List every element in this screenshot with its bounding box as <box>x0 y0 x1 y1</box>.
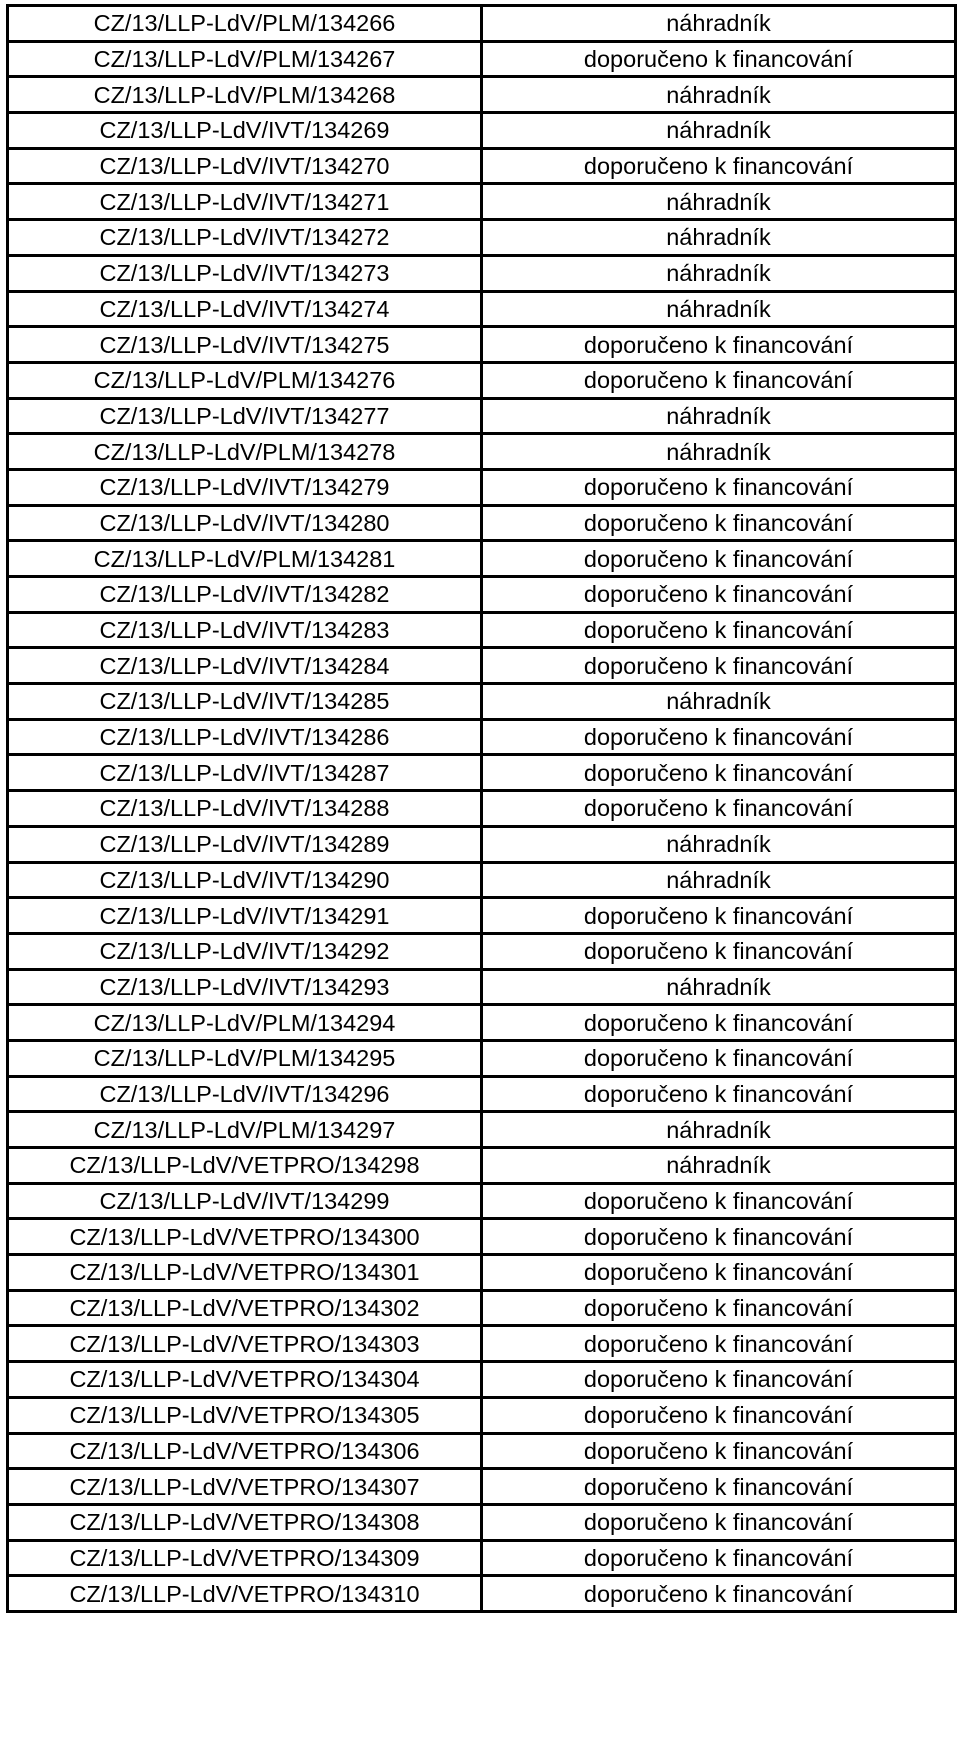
status-cell: doporučeno k financování <box>482 719 956 755</box>
project-id-cell: CZ/13/LLP-LdV/PLM/134267 <box>8 41 482 77</box>
project-id-cell: CZ/13/LLP-LdV/PLM/134295 <box>8 1040 482 1076</box>
project-id-cell: CZ/13/LLP-LdV/IVT/134296 <box>8 1076 482 1112</box>
project-id-cell: CZ/13/LLP-LdV/IVT/134271 <box>8 184 482 220</box>
status-cell: doporučeno k financování <box>482 148 956 184</box>
table-row <box>8 684 956 720</box>
project-id-cell: CZ/13/LLP-LdV/IVT/134291 <box>8 898 482 934</box>
project-id-cell: CZ/13/LLP-LdV/VETPRO/134302 <box>8 1290 482 1326</box>
table-row <box>8 184 956 220</box>
project-id-cell: CZ/13/LLP-LdV/IVT/134285 <box>8 684 482 720</box>
status-cell: doporučeno k financování <box>482 1397 956 1433</box>
status-cell: náhradník <box>482 1148 956 1184</box>
table-row <box>8 434 956 470</box>
table-row <box>8 113 956 149</box>
status-cell: doporučeno k financování <box>482 898 956 934</box>
table-row <box>8 1504 956 1540</box>
project-id-cell: CZ/13/LLP-LdV/IVT/134283 <box>8 612 482 648</box>
table-row <box>8 969 956 1005</box>
project-id-cell: CZ/13/LLP-LdV/IVT/134289 <box>8 826 482 862</box>
project-id-cell: CZ/13/LLP-LdV/IVT/134269 <box>8 113 482 149</box>
project-id-cell: CZ/13/LLP-LdV/VETPRO/134307 <box>8 1469 482 1505</box>
project-id-cell: CZ/13/LLP-LdV/VETPRO/134308 <box>8 1504 482 1540</box>
table-row <box>8 220 956 256</box>
table-row <box>8 1540 956 1576</box>
status-cell: doporučeno k financování <box>482 612 956 648</box>
status-cell: doporučeno k financování <box>482 1540 956 1576</box>
project-id-cell: CZ/13/LLP-LdV/VETPRO/134301 <box>8 1255 482 1291</box>
document-page <box>6 4 954 1613</box>
table-row <box>8 791 956 827</box>
table-row <box>8 577 956 613</box>
table-row <box>8 77 956 113</box>
table-row <box>8 933 956 969</box>
status-cell: náhradník <box>482 684 956 720</box>
project-id-cell: CZ/13/LLP-LdV/PLM/134278 <box>8 434 482 470</box>
project-id-cell: CZ/13/LLP-LdV/VETPRO/134305 <box>8 1397 482 1433</box>
status-cell: doporučeno k financování <box>482 1219 956 1255</box>
table-row <box>8 148 956 184</box>
status-cell: náhradník <box>482 1112 956 1148</box>
status-cell: doporučeno k financování <box>482 469 956 505</box>
table-row <box>8 826 956 862</box>
table-row <box>8 541 956 577</box>
status-cell: doporučeno k financování <box>482 577 956 613</box>
status-cell: doporučeno k financování <box>482 1469 956 1505</box>
status-cell: doporučeno k financování <box>482 1005 956 1041</box>
project-id-cell: CZ/13/LLP-LdV/IVT/134282 <box>8 577 482 613</box>
table-row <box>8 41 956 77</box>
status-cell: doporučeno k financování <box>482 791 956 827</box>
table-row <box>8 1005 956 1041</box>
table-row <box>8 755 956 791</box>
project-id-cell: CZ/13/LLP-LdV/PLM/134297 <box>8 1112 482 1148</box>
project-id-cell: CZ/13/LLP-LdV/PLM/134276 <box>8 362 482 398</box>
status-cell: doporučeno k financování <box>482 1255 956 1291</box>
status-cell: doporučeno k financování <box>482 1362 956 1398</box>
status-cell: náhradník <box>482 220 956 256</box>
status-cell: náhradník <box>482 77 956 113</box>
status-cell: doporučeno k financování <box>482 327 956 363</box>
table-row <box>8 1148 956 1184</box>
status-cell: doporučeno k financování <box>482 1326 956 1362</box>
table-row <box>8 1183 956 1219</box>
project-id-cell: CZ/13/LLP-LdV/PLM/134281 <box>8 541 482 577</box>
project-id-cell: CZ/13/LLP-LdV/IVT/134299 <box>8 1183 482 1219</box>
table-row <box>8 1397 956 1433</box>
status-cell: náhradník <box>482 291 956 327</box>
status-cell: náhradník <box>482 113 956 149</box>
project-id-cell: CZ/13/LLP-LdV/IVT/134279 <box>8 469 482 505</box>
project-id-cell: CZ/13/LLP-LdV/IVT/134277 <box>8 398 482 434</box>
table-row <box>8 291 956 327</box>
table-row <box>8 1112 956 1148</box>
table-row <box>8 1326 956 1362</box>
table-row <box>8 6 956 42</box>
status-cell: doporučeno k financování <box>482 1183 956 1219</box>
project-status-table <box>6 4 957 1613</box>
project-id-cell: CZ/13/LLP-LdV/IVT/134270 <box>8 148 482 184</box>
status-cell: doporučeno k financování <box>482 1504 956 1540</box>
status-cell: doporučeno k financování <box>482 1290 956 1326</box>
project-id-cell: CZ/13/LLP-LdV/VETPRO/134303 <box>8 1326 482 1362</box>
project-id-cell: CZ/13/LLP-LdV/VETPRO/134304 <box>8 1362 482 1398</box>
table-row <box>8 327 956 363</box>
project-id-cell: CZ/13/LLP-LdV/IVT/134273 <box>8 255 482 291</box>
table-row <box>8 1433 956 1469</box>
status-cell: doporučeno k financování <box>482 541 956 577</box>
project-id-cell: CZ/13/LLP-LdV/VETPRO/134306 <box>8 1433 482 1469</box>
table-row <box>8 719 956 755</box>
project-id-cell: CZ/13/LLP-LdV/IVT/134288 <box>8 791 482 827</box>
table-row <box>8 469 956 505</box>
status-cell: náhradník <box>482 398 956 434</box>
project-id-cell: CZ/13/LLP-LdV/VETPRO/134309 <box>8 1540 482 1576</box>
project-id-cell: CZ/13/LLP-LdV/IVT/134286 <box>8 719 482 755</box>
status-cell: doporučeno k financování <box>482 362 956 398</box>
status-cell: náhradník <box>482 826 956 862</box>
table-row <box>8 505 956 541</box>
status-cell: doporučeno k financování <box>482 1576 956 1612</box>
table-row <box>8 398 956 434</box>
project-id-cell: CZ/13/LLP-LdV/VETPRO/134310 <box>8 1576 482 1612</box>
table-row <box>8 1076 956 1112</box>
status-cell: doporučeno k financování <box>482 41 956 77</box>
table-row <box>8 862 956 898</box>
table-row <box>8 1362 956 1398</box>
table-row <box>8 898 956 934</box>
table-row <box>8 1040 956 1076</box>
project-id-cell: CZ/13/LLP-LdV/IVT/134284 <box>8 648 482 684</box>
table-row <box>8 255 956 291</box>
table-row <box>8 362 956 398</box>
status-cell: doporučeno k financování <box>482 1040 956 1076</box>
table-row <box>8 612 956 648</box>
status-cell: náhradník <box>482 184 956 220</box>
status-cell: doporučeno k financování <box>482 1076 956 1112</box>
status-cell: náhradník <box>482 255 956 291</box>
project-id-cell: CZ/13/LLP-LdV/PLM/134294 <box>8 1005 482 1041</box>
status-cell: doporučeno k financování <box>482 648 956 684</box>
project-id-cell: CZ/13/LLP-LdV/IVT/134280 <box>8 505 482 541</box>
status-cell: doporučeno k financování <box>482 933 956 969</box>
table-row <box>8 648 956 684</box>
table-row <box>8 1469 956 1505</box>
status-cell: doporučeno k financování <box>482 1433 956 1469</box>
project-id-cell: CZ/13/LLP-LdV/VETPRO/134298 <box>8 1148 482 1184</box>
project-id-cell: CZ/13/LLP-LdV/PLM/134266 <box>8 6 482 42</box>
project-id-cell: CZ/13/LLP-LdV/IVT/134272 <box>8 220 482 256</box>
table-row <box>8 1255 956 1291</box>
table-row <box>8 1290 956 1326</box>
project-id-cell: CZ/13/LLP-LdV/IVT/134290 <box>8 862 482 898</box>
status-cell: doporučeno k financování <box>482 505 956 541</box>
project-id-cell: CZ/13/LLP-LdV/PLM/134268 <box>8 77 482 113</box>
project-id-cell: CZ/13/LLP-LdV/IVT/134275 <box>8 327 482 363</box>
project-id-cell: CZ/13/LLP-LdV/VETPRO/134300 <box>8 1219 482 1255</box>
status-cell: náhradník <box>482 862 956 898</box>
project-id-cell: CZ/13/LLP-LdV/IVT/134293 <box>8 969 482 1005</box>
status-cell: náhradník <box>482 434 956 470</box>
project-id-cell: CZ/13/LLP-LdV/IVT/134292 <box>8 933 482 969</box>
status-cell: doporučeno k financování <box>482 755 956 791</box>
status-cell: náhradník <box>482 6 956 42</box>
project-id-cell: CZ/13/LLP-LdV/IVT/134274 <box>8 291 482 327</box>
table-row <box>8 1219 956 1255</box>
status-cell: náhradník <box>482 969 956 1005</box>
project-id-cell: CZ/13/LLP-LdV/IVT/134287 <box>8 755 482 791</box>
table-body <box>8 6 956 1612</box>
table-row <box>8 1576 956 1612</box>
